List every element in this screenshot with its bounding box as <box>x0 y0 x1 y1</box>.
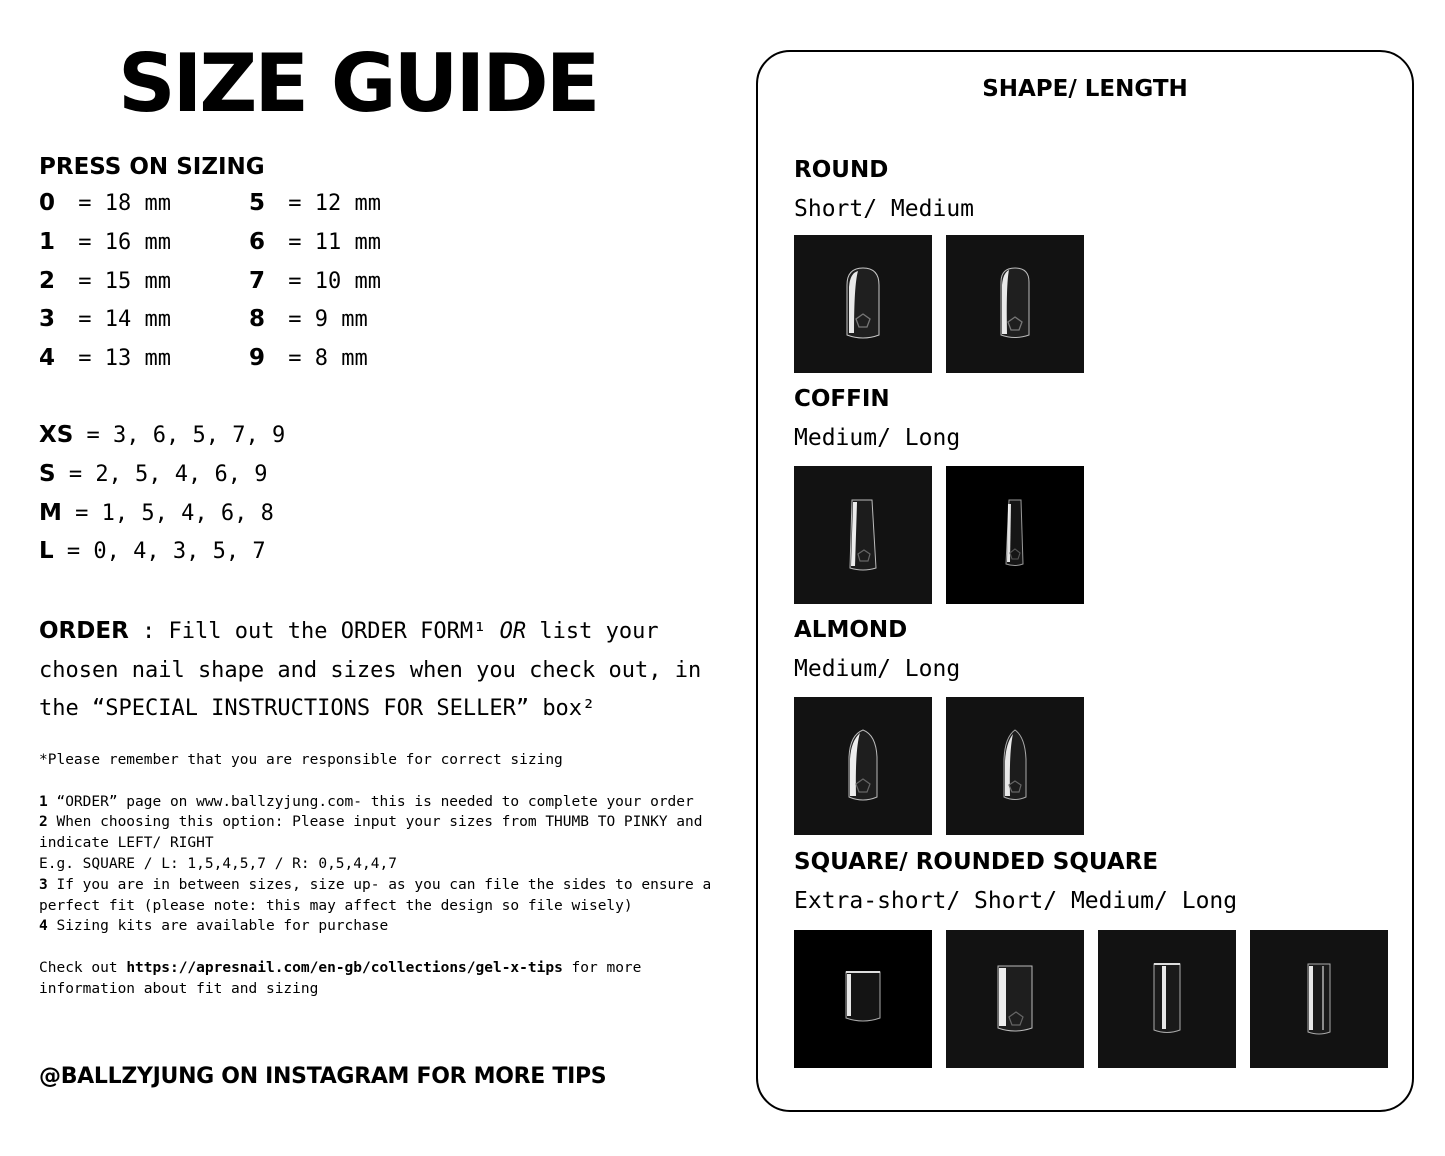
size-number: 9 <box>249 345 266 371</box>
square-nail-medium-icon <box>1098 930 1236 1068</box>
square-nail-long-tile <box>1250 930 1388 1068</box>
size-row <box>249 225 381 259</box>
size-mm: = 12 mm <box>275 191 381 216</box>
coffin-nail-medium-icon <box>794 466 932 604</box>
press-on-sizing-heading: PRESS ON SIZING <box>39 154 265 180</box>
size-row <box>249 341 368 375</box>
square-nail-medium-tile <box>1098 930 1236 1068</box>
size-mm: = 10 mm <box>275 269 381 294</box>
note-text: “ORDER” page on www.ballzyjung.com- this is needed to complete your order <box>47 793 694 810</box>
size-number: 5 <box>249 190 266 216</box>
size-number: 1 <box>39 229 56 255</box>
size-set-values: = 0, 4, 3, 5, 7 <box>53 539 266 564</box>
order-or: OR <box>499 619 527 644</box>
size-row <box>39 264 171 298</box>
note-number: 1 <box>39 793 48 810</box>
almond-nail-long-tile <box>946 697 1084 835</box>
size-mm: = 11 mm <box>275 230 381 255</box>
size-row <box>39 341 171 375</box>
size-row <box>249 186 381 220</box>
size-number: 8 <box>249 306 266 332</box>
size-mm: = 14 mm <box>65 307 171 332</box>
size-set-label: M <box>39 500 62 526</box>
size-mm: = 9 mm <box>275 307 368 332</box>
note-number: 3 <box>39 876 48 893</box>
order-instructions <box>39 612 739 729</box>
note-example: E.g. SQUARE / L: 1,5,4,5,7 / R: 0,5,4,4,7 <box>39 855 397 872</box>
size-set-values: = 3, 6, 5, 7, 9 <box>73 423 286 448</box>
size-set-label: XS <box>39 422 74 448</box>
note-text: When choosing this option: Please input your sizes from THUMB TO PINKY and indicate LEFT/ RIGHT <box>39 814 712 852</box>
reminder-note: *Please remember that you are responsible for correct sizing <box>39 752 563 768</box>
size-number: 2 <box>39 268 56 294</box>
check-out-link[interactable]: https://apresnail.com/en-gb/collections/gel-x-tips <box>126 959 563 976</box>
square-nail-long-icon <box>1250 930 1388 1068</box>
order-keyword: ORDER <box>39 618 129 644</box>
size-number: 7 <box>249 268 266 294</box>
order-text-a: : Fill out the ORDER FORM¹ <box>128 619 500 644</box>
instagram-callout: @BALLZYJUNG ON INSTAGRAM FOR MORE TIPS <box>39 1064 607 1089</box>
almond-nail-long-icon <box>946 697 1084 835</box>
shape-name-almond: ALMOND <box>794 617 908 643</box>
shape-lengths-round: Short/ Medium <box>794 196 975 222</box>
size-set-row <box>39 534 266 568</box>
round-nail-short-tile <box>794 235 932 373</box>
size-set-values: = 2, 5, 4, 6, 9 <box>55 462 268 487</box>
size-mm: = 13 mm <box>65 346 171 371</box>
size-row <box>39 225 171 259</box>
size-number: 3 <box>39 306 56 332</box>
size-mm: = 18 mm <box>65 191 171 216</box>
size-set-values: = 1, 5, 4, 6, 8 <box>61 501 274 526</box>
round-nail-medium-icon <box>946 235 1084 373</box>
size-set-label: L <box>39 538 54 564</box>
size-set-label: S <box>39 461 56 487</box>
footnotes <box>39 750 729 1000</box>
round-nail-medium-tile <box>946 235 1084 373</box>
size-number: 0 <box>39 190 56 216</box>
shape-name-square: SQUARE/ ROUNDED SQUARE <box>794 849 1159 875</box>
size-mm: = 16 mm <box>65 230 171 255</box>
check-out-prefix: Check out <box>39 959 127 976</box>
size-row <box>39 186 171 220</box>
square-nail-extra-short-tile <box>794 930 932 1068</box>
shape-lengths-coffin: Medium/ Long <box>794 425 961 451</box>
almond-nail-medium-icon <box>794 697 932 835</box>
size-number: 4 <box>39 345 56 371</box>
note-text: If you are in between sizes, size up- as you can file the sides to ensure a perfect fit (please note: this may affect the design so file wisely) <box>39 876 720 914</box>
note-number: 2 <box>39 814 48 831</box>
shape-lengths-almond: Medium/ Long <box>794 656 961 682</box>
almond-nail-medium-tile <box>794 697 932 835</box>
square-nail-extra-short-icon <box>794 930 932 1068</box>
size-set-row <box>39 457 268 491</box>
coffin-nail-long-icon <box>946 466 1084 604</box>
size-row <box>249 302 368 336</box>
shape-lengths-square: Extra-short/ Short/ Medium/ Long <box>794 888 1238 914</box>
size-mm: = 8 mm <box>275 346 368 371</box>
check-out-suffix: for more information about fit and sizing <box>39 959 651 997</box>
size-mm: = 15 mm <box>65 269 171 294</box>
coffin-nail-medium-tile <box>794 466 932 604</box>
size-set-row <box>39 496 274 530</box>
size-row <box>39 302 171 336</box>
square-nail-short-tile <box>946 930 1084 1068</box>
panel-title: SHAPE/ LENGTH <box>982 76 1188 102</box>
note-text: Sizing kits are available for purchase <box>47 918 389 935</box>
order-text-b: list your chosen nail shape and sizes when you check out, in the “SPECIAL INSTRUCTIONS FOR SELLER” box² <box>39 619 702 721</box>
shape-name-coffin: COFFIN <box>794 386 890 412</box>
size-row <box>249 264 381 298</box>
square-nail-short-icon <box>946 930 1084 1068</box>
size-number: 6 <box>249 229 266 255</box>
size-set-row <box>39 418 285 452</box>
shape-name-round: ROUND <box>794 157 889 183</box>
round-nail-short-icon <box>794 235 932 373</box>
note-number: 4 <box>39 918 48 935</box>
coffin-nail-long-tile <box>946 466 1084 604</box>
page-title: SIZE GUIDE <box>118 37 598 130</box>
shape-length-panel <box>756 50 1414 1112</box>
